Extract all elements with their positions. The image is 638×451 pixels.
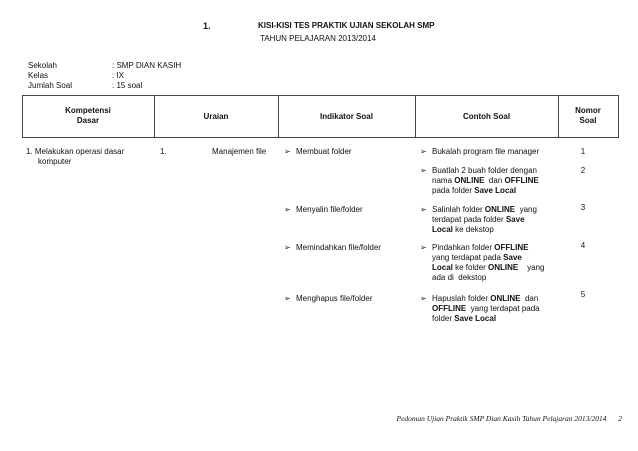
- contoh-bold-segment: OFFLINE: [504, 176, 539, 185]
- contoh-line: [432, 166, 539, 176]
- contoh-line: [432, 253, 545, 263]
- contoh-segment: Pindahkan folder: [432, 243, 495, 252]
- contoh-bold-segment: OFFLINE: [432, 304, 467, 313]
- document-title: KISI-KISI TES PRAKTIK UJIAN SEKOLAH SMP: [258, 21, 435, 30]
- info-label-jumlah: Jumlah Soal: [28, 81, 73, 90]
- contoh-segment: folder: [432, 314, 455, 323]
- header-divider: [618, 95, 619, 137]
- uraian-number: 1.: [160, 147, 167, 156]
- arrow-bullet-icon: ➢: [284, 294, 291, 303]
- info-value-jumlah: : 15 soal: [112, 81, 143, 90]
- kompetensi-line1: 1. Melakukan operasi dasar: [26, 147, 125, 156]
- contoh-bold-segment: Save Local: [454, 314, 497, 323]
- contoh-item: [420, 205, 558, 237]
- info-value-kelas: : IX: [112, 71, 125, 80]
- table-header-rule: [22, 137, 619, 138]
- info-label-kelas: Kelas: [28, 71, 49, 80]
- page-footer: [397, 414, 623, 423]
- contoh-segment: yang: [518, 263, 545, 272]
- header-uraian: Uraian: [203, 112, 229, 121]
- contoh-line: [432, 205, 537, 215]
- arrow-bullet-icon: ➢: [284, 147, 291, 156]
- nomor-soal: 1: [580, 147, 586, 156]
- contoh-item: [420, 166, 558, 198]
- contoh-bold-segment: ONLINE: [488, 263, 519, 272]
- header-kompetensi: [22, 106, 154, 126]
- contoh-bold-segment: Save: [505, 215, 525, 224]
- contoh-line: [432, 215, 537, 225]
- info-block: [0, 61, 638, 93]
- arrow-bullet-icon: ➢: [420, 294, 427, 303]
- contoh-segment: Salinlah folder: [432, 205, 485, 214]
- header-kompetensi-line1: Kompetensi: [65, 106, 111, 115]
- contoh-line: [432, 176, 539, 186]
- contoh-line: [432, 273, 545, 283]
- page-number: 2: [618, 414, 622, 423]
- nomor-soal: 4: [580, 241, 586, 250]
- contoh-text: [432, 243, 545, 283]
- contoh-segment: yang terdapat pada: [432, 253, 504, 262]
- nomor-soal: 2: [580, 166, 586, 175]
- arrow-bullet-icon: ➢: [420, 166, 427, 175]
- indikator-text: Memindahkan file/folder: [296, 243, 381, 252]
- contoh-bold-segment: Local: [432, 225, 456, 234]
- indikator-text: Menyalin file/folder: [296, 205, 363, 214]
- arrow-bullet-icon: ➢: [284, 243, 291, 252]
- title-number: 1.: [203, 21, 211, 31]
- indikator-text: Menghapus file/folder: [296, 294, 373, 303]
- header-contoh: Contoh Soal: [462, 112, 511, 121]
- contoh-bold-segment: Local: [432, 263, 456, 272]
- indikator-item: [284, 205, 414, 215]
- contoh-line: [432, 186, 539, 196]
- contoh-segment: dan: [484, 176, 505, 185]
- arrow-bullet-icon: ➢: [420, 147, 427, 156]
- contoh-line: [432, 147, 539, 157]
- contoh-bold-segment: ONLINE: [490, 294, 521, 303]
- contoh-line: [432, 263, 545, 273]
- contoh-segment: Hapuslah folder: [432, 294, 491, 303]
- contoh-bold-segment: Save Local: [474, 186, 517, 195]
- contoh-segment: Buatlah 2 buah folder dengan: [432, 166, 537, 175]
- arrow-bullet-icon: ➢: [284, 205, 291, 214]
- info-value-sekolah: : SMP DIAN KASIH: [112, 61, 182, 70]
- kompetensi-line2: komputer: [38, 157, 72, 166]
- contoh-text: [432, 166, 539, 196]
- contoh-segment: yang: [515, 205, 537, 214]
- contoh-text: [432, 294, 540, 324]
- contoh-text: [432, 147, 539, 157]
- indikator-item: [284, 243, 414, 253]
- indikator-item: [284, 147, 414, 157]
- contoh-line: [432, 294, 540, 304]
- header-kompetensi-line2: Dasar: [76, 116, 100, 125]
- contoh-segment: yang terdapat pada: [466, 304, 540, 313]
- contoh-segment: ada di dekstop: [432, 273, 487, 282]
- contoh-bold-segment: OFFLINE: [494, 243, 529, 252]
- contoh-line: [432, 314, 540, 324]
- header-nomor-line2: Soal: [579, 116, 597, 125]
- contoh-item: [420, 147, 558, 159]
- footer-text: Pedoman Ujian Praktik SMP Dian Kasih Tahun Pelajaran 2013/2014: [396, 414, 607, 423]
- contoh-bold-segment: Save: [503, 253, 522, 262]
- arrow-bullet-icon: ➢: [420, 205, 427, 214]
- contoh-segment: Bukalah program file manager: [432, 147, 540, 156]
- contoh-segment: dan: [520, 294, 539, 303]
- contoh-bold-segment: ONLINE: [454, 176, 485, 185]
- contoh-line: [432, 243, 545, 253]
- contoh-line: [432, 225, 537, 235]
- info-label-sekolah: Sekolah: [28, 61, 57, 70]
- contoh-item: [420, 243, 558, 285]
- contoh-bold-segment: ONLINE: [484, 205, 516, 214]
- header-nomor-line1: Nomor: [575, 106, 601, 115]
- indikator-item: [284, 294, 414, 304]
- contoh-segment: terdapat pada folder: [432, 215, 506, 224]
- contoh-line: [432, 304, 540, 314]
- contoh-text: [432, 205, 537, 235]
- header-nomor: [558, 106, 618, 126]
- document-subtitle: TAHUN PELAJARAN 2013/2014: [260, 34, 376, 43]
- contoh-segment: pada folder: [432, 186, 475, 195]
- contoh-segment: ke dekstop: [455, 225, 494, 234]
- uraian-text: Manajemen file: [212, 147, 267, 156]
- contoh-segment: ke folder: [455, 263, 489, 272]
- nomor-soal: 3: [580, 203, 586, 212]
- indikator-text: Membuat folder: [296, 147, 352, 156]
- header-indikator: Indikator Soal: [320, 112, 373, 121]
- contoh-item: [420, 294, 558, 326]
- nomor-soal: 5: [580, 290, 586, 299]
- table-top-rule: [22, 95, 619, 96]
- arrow-bullet-icon: ➢: [420, 243, 427, 252]
- contoh-segment: nama: [432, 176, 455, 185]
